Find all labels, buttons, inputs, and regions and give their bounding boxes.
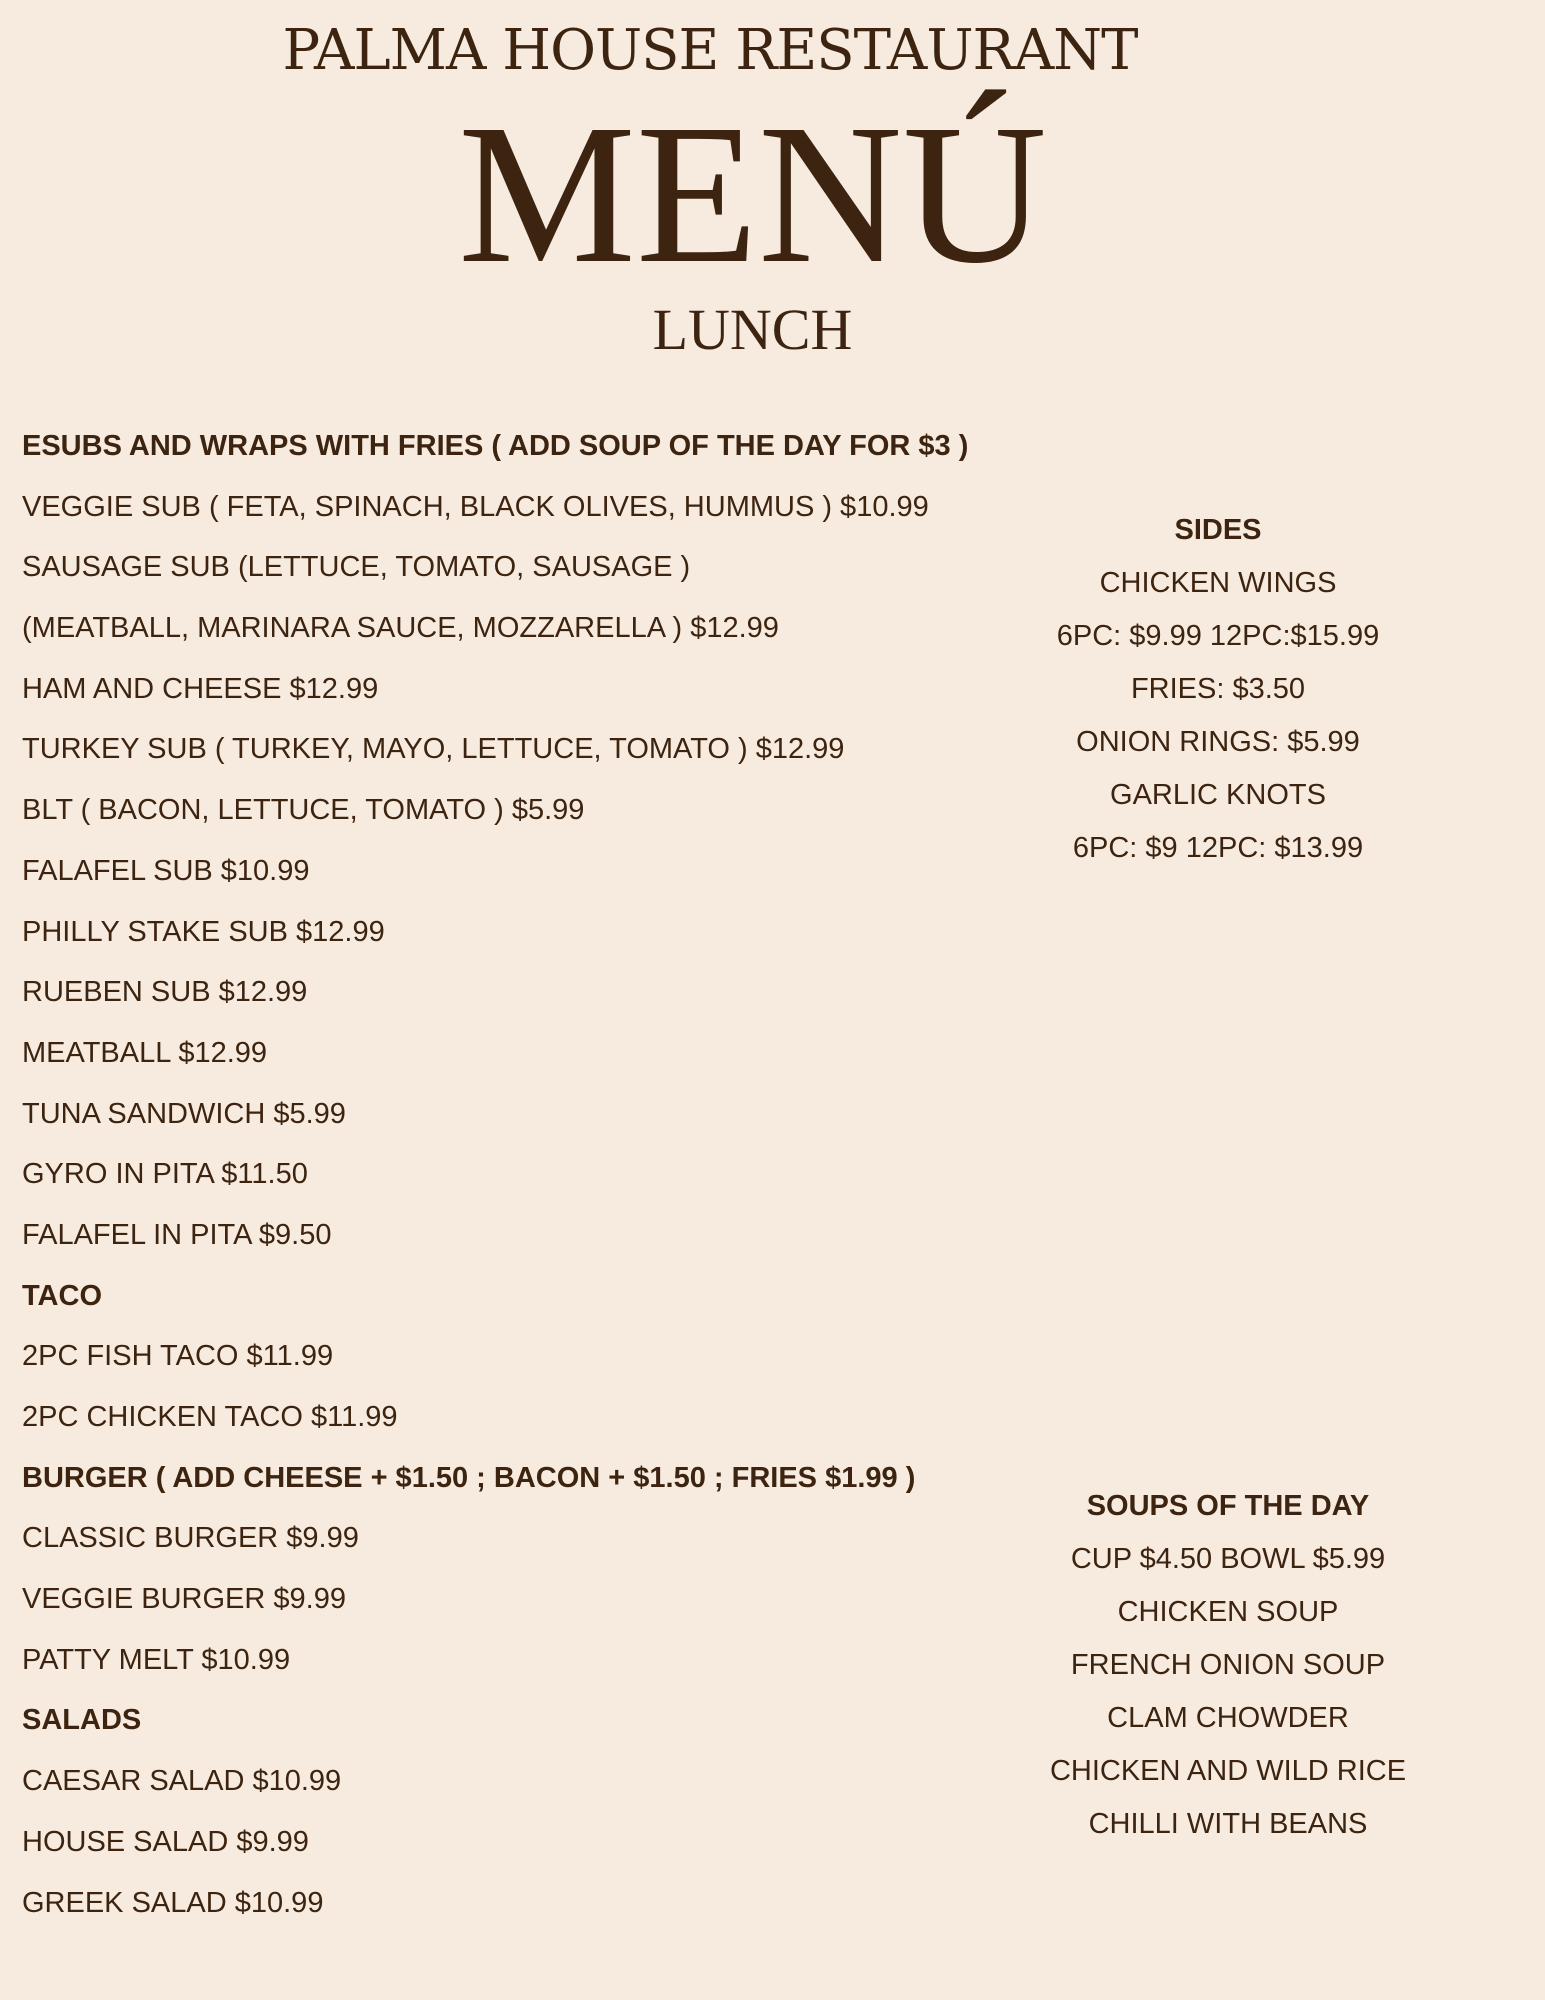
menu-item: FALAFEL SUB $10.99 <box>22 854 310 887</box>
section-heading: BURGER ( ADD CHEESE + $1.50 ; BACON + $1.50 ; FRIES $1.99 ) <box>22 1461 916 1494</box>
menu-item: GARLIC KNOTS <box>1110 779 1326 811</box>
section-heading: TACO <box>22 1279 103 1312</box>
menu-item: TUNA SANDWICH $5.99 <box>22 1097 346 1130</box>
menu-item: CHICKEN WINGS <box>1099 567 1337 599</box>
meal-title: LUNCH <box>652 297 853 362</box>
menu-item: CHICKEN SOUP <box>1117 1596 1339 1628</box>
menu-item: CHILLI WITH BEANS <box>1088 1808 1368 1840</box>
menu-item: CHICKEN AND WILD RICE <box>1049 1755 1407 1787</box>
menu-item: FALAFEL IN PITA $9.50 <box>22 1218 332 1251</box>
restaurant-name: PALMA HOUSE RESTAURANT <box>282 18 1138 83</box>
menu-item: TURKEY SUB ( TURKEY, MAYO, LETTUCE, TOMATO ) $12.99 <box>22 733 845 766</box>
menu-item: 6PC: $9.99 12PC:$15.99 <box>1056 620 1380 652</box>
section-heading: SIDES <box>1174 514 1262 546</box>
menu-item: CLAM CHOWDER <box>1107 1702 1349 1734</box>
menu-item: GYRO IN PITA $11.50 <box>22 1158 308 1191</box>
menu-item: PATTY MELT $10.99 <box>22 1643 291 1676</box>
menu-item: (MEATBALL, MARINARA SAUCE, MOZZARELLA ) $12.99 <box>22 612 779 645</box>
menu-item: ONION RINGS: $5.99 <box>1076 726 1360 758</box>
section-heading: SOUPS OF THE DAY <box>1086 1490 1370 1522</box>
menu-item: 6PC: $9 12PC: $13.99 <box>1072 832 1364 864</box>
menu-item: VEGGIE BURGER $9.99 <box>22 1583 346 1616</box>
menu-item: BLT ( BACON, LETTUCE, TOMATO ) $5.99 <box>22 794 585 827</box>
main-menu-list <box>22 422 1022 1939</box>
menu-item: HOUSE SALAD $9.99 <box>22 1825 309 1858</box>
menu-item: RUEBEN SUB $12.99 <box>22 976 308 1009</box>
menu-item: CLASSIC BURGER $9.99 <box>22 1522 359 1555</box>
menu-item: CUP $4.50 BOWL $5.99 <box>1070 1543 1386 1575</box>
menu-item: 2PC CHICKEN TACO $11.99 <box>22 1401 398 1433</box>
menu-item: FRENCH ONION SOUP <box>1070 1649 1386 1681</box>
menu-title: MENÚ <box>458 84 1047 305</box>
menu-item: CAESAR SALAD $10.99 <box>22 1765 342 1798</box>
sides-section <box>988 510 1448 881</box>
section-heading: SALADS <box>22 1704 142 1737</box>
menu-item: FRIES: $3.50 <box>1130 673 1306 705</box>
section-heading: ESUBS AND WRAPS WITH FRIES ( ADD SOUP OF THE DAY FOR $3 ) <box>22 430 969 462</box>
menu-item: 2PC FISH TACO $11.99 <box>22 1340 334 1373</box>
menu-item: SAUSAGE SUB (LETTUCE, TOMATO, SAUSAGE ) <box>22 551 691 584</box>
menu-item: MEATBALL $12.99 <box>22 1036 268 1069</box>
menu-item: GREEK SALAD $10.99 <box>22 1886 324 1919</box>
soups-section <box>998 1486 1458 1857</box>
menu-item: HAM AND CHEESE $12.99 <box>22 672 379 705</box>
menu-item: VEGGIE SUB ( FETA, SPINACH, BLACK OLIVES, HUMMUS ) $10.99 <box>22 490 929 523</box>
menu-item: PHILLY STAKE SUB $12.99 <box>22 915 385 948</box>
